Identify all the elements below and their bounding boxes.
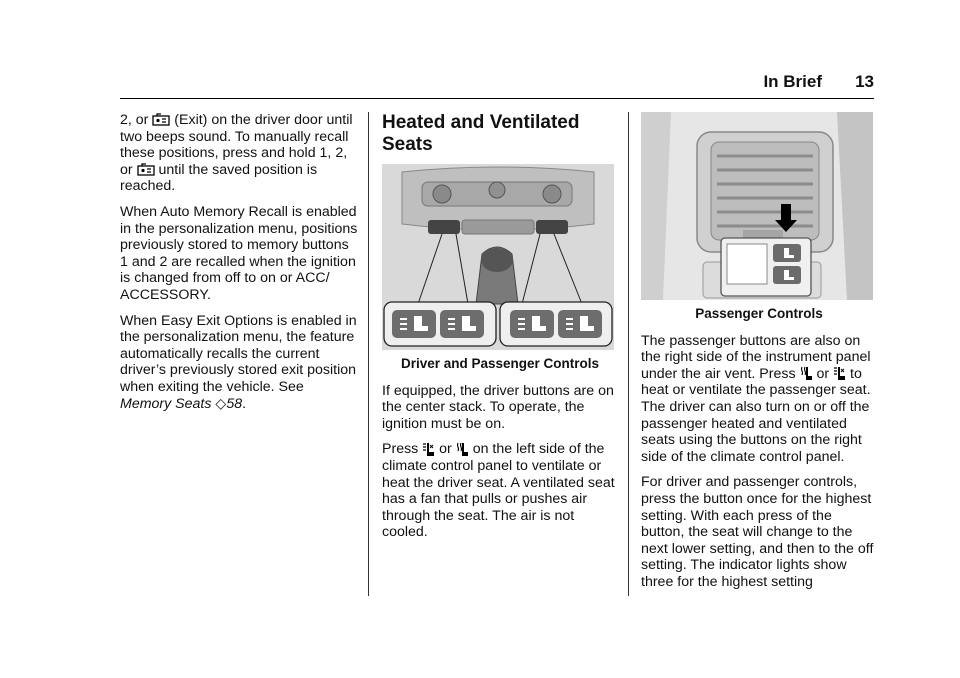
ventilated-seat-icon xyxy=(422,442,435,458)
column-left xyxy=(120,112,358,421)
driver-passenger-controls-figure xyxy=(382,164,614,350)
text: . xyxy=(242,395,247,412)
section-heading: Heated and Ventilated Seats xyxy=(382,112,580,155)
seat-exit-icon xyxy=(152,113,170,127)
text: on the left side of the climate control panel to ventilate or heat the driver seat. A ventilated seat has a fan that pulls or pushes air through the seat. The air is not cooled. xyxy=(382,441,615,541)
section-title: In Brief xyxy=(763,72,822,91)
figure-caption: Driver and Passenger Controls xyxy=(400,356,600,371)
text: to heat or ventilate the passenger seat. The driver can also turn on or off the passenger heated and ventilated seats using the buttons on the right side of the climate control panel. xyxy=(641,365,871,465)
text: or xyxy=(816,365,830,382)
heated-seat-icon xyxy=(456,442,469,458)
text: until the saved position is reached. xyxy=(120,161,318,195)
page-header xyxy=(120,72,874,99)
column-divider xyxy=(628,112,629,596)
paragraph-driver-buttons: If equipped, the driver buttons are on the center stack. To operate, the ignition must be on. xyxy=(382,382,614,432)
seat-exit-icon xyxy=(137,163,155,177)
text: or xyxy=(439,441,452,458)
paragraph-memory-recall xyxy=(120,112,358,195)
reference-page[interactable]: 58 xyxy=(226,395,243,412)
page-reference-icon: ◇ xyxy=(215,395,227,412)
paragraph-auto-memory: When Auto Memory Recall is enabled in the personalization menu, positions previously stored to memory buttons 1 and 2 are recalled when the ignition is changed from off to on or ACC/ ACCESSORY. xyxy=(120,203,358,303)
ventilated-seat-icon xyxy=(833,366,846,382)
heated-seat-icon xyxy=(800,366,813,382)
text: (Exit) on the driver door until two beeps sound. To manually recall these positions, press and hold 1, 2, or xyxy=(120,112,353,178)
figure-caption: Passenger Controls xyxy=(695,306,823,321)
passenger-controls-figure xyxy=(641,112,873,300)
memory-seats-link[interactable]: Memory Seats xyxy=(120,395,212,412)
text: Press xyxy=(382,441,419,458)
column-right xyxy=(641,112,877,600)
text: When Easy Exit Options is enabled in the personalization menu, the feature automatically recalls the current driver’s previously stored exit position when exiting the vehicle. See xyxy=(120,312,357,395)
paragraph-settings: For driver and passenger controls, press the button once for the highest setting. With each press of the button, the seat will change to the next lower setting, and then to the off setting. The indicator lights show three for the highest setting xyxy=(641,474,874,590)
column-middle xyxy=(382,112,618,550)
text: The passenger buttons are also on the right side of the instrument panel under the air vent. Press xyxy=(641,332,871,382)
column-divider xyxy=(368,112,369,596)
text: 2, or xyxy=(120,112,149,128)
paragraph-passenger-buttons xyxy=(641,333,877,466)
page-number: 13 xyxy=(855,72,874,91)
paragraph-press-buttons xyxy=(382,441,618,541)
paragraph-easy-exit xyxy=(120,313,358,413)
